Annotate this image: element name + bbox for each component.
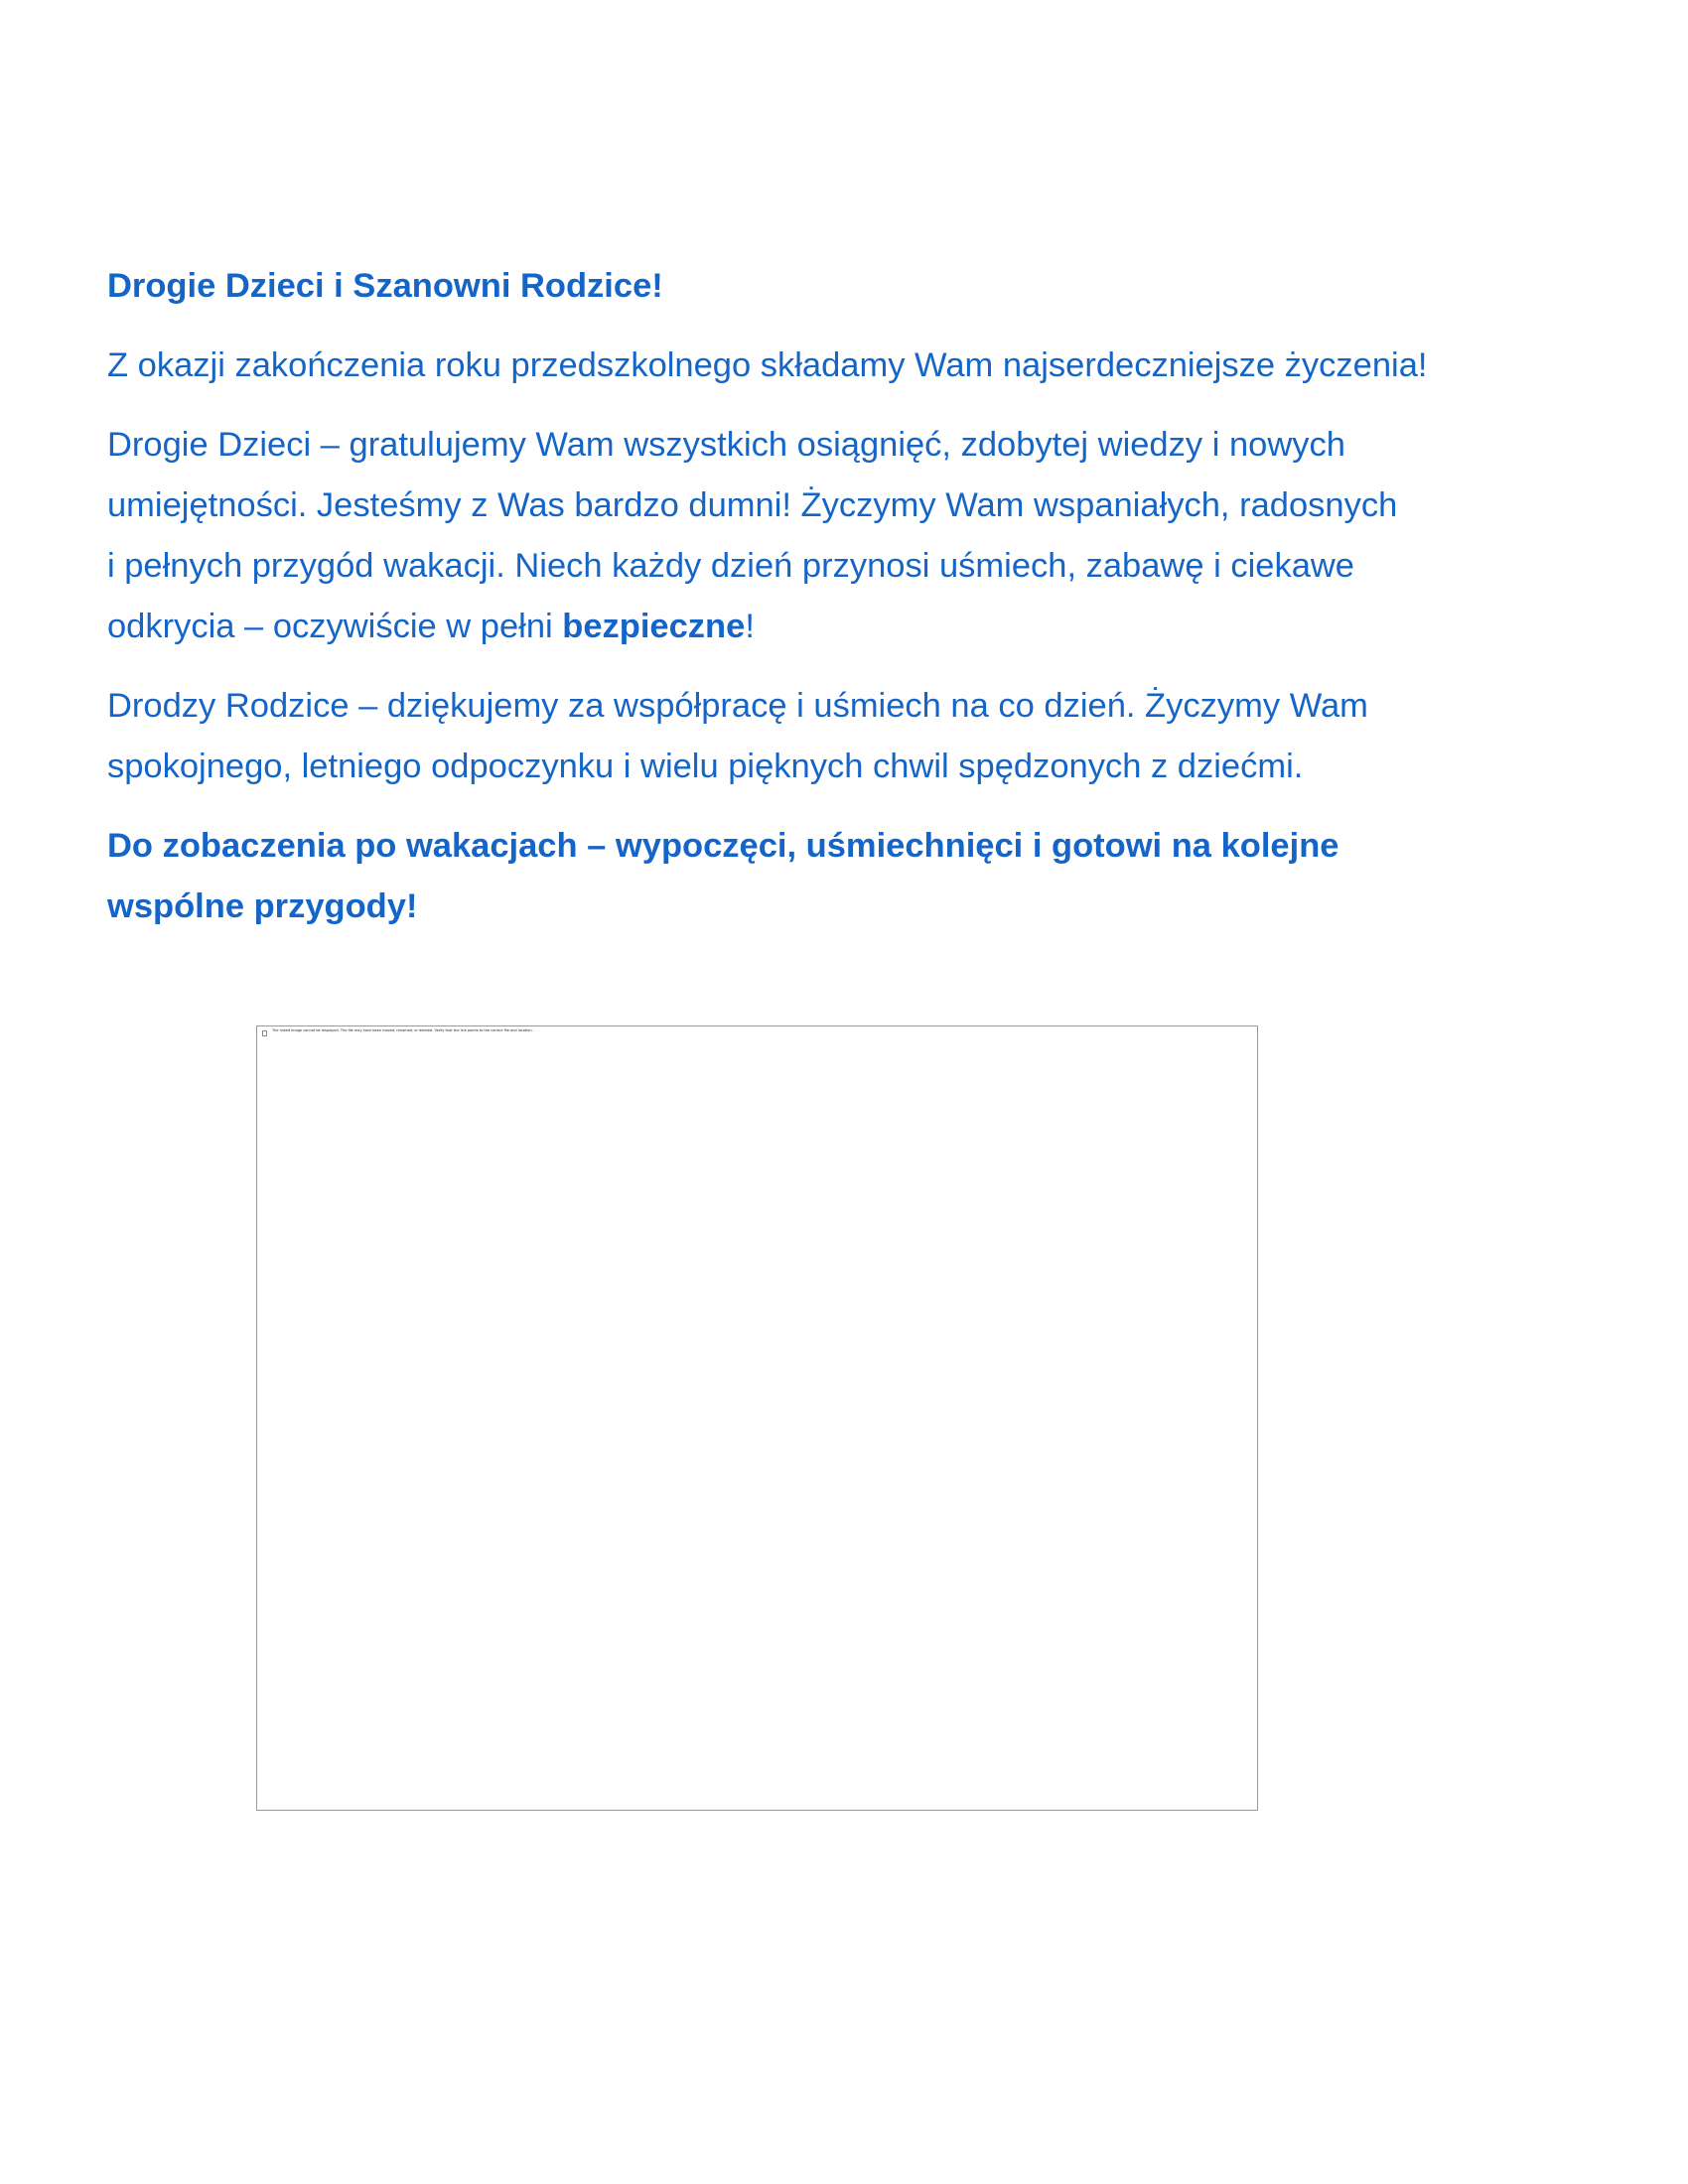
closing-statement xyxy=(107,816,1577,937)
closing-line: wspólne przygody! xyxy=(107,887,418,925)
paragraph-children-line xyxy=(107,597,1577,657)
emphasis-safe: bezpieczne xyxy=(562,608,746,645)
paragraph-children-line: i pełnych przygód wakacji. Niech każdy dzień przynosi uśmiech, zabawę i ciekawe xyxy=(107,547,1354,585)
paragraph-wishes: Z okazji zakończenia roku przedszkolnego składamy Wam najserdeczniejsze życzenia! xyxy=(107,346,1428,384)
paragraph-children-text: odkrycia – oczywiście w pełni xyxy=(107,608,563,645)
paragraph-parents-line: Drodzy Rodzice – dziękujemy za współpracę i uśmiech na co dzień. Życzymy Wam xyxy=(107,687,1368,725)
broken-image-message: The linked image cannot be displayed. The file may have been moved, renamed, or deleted. Verify that the link points to the correct file and location. xyxy=(272,1028,533,1032)
paragraph-parents-line: spokojnego, letniego odpoczynku i wielu pięknych chwil spędzonych z dziećmi. xyxy=(107,748,1304,785)
paragraph-children xyxy=(107,415,1577,657)
letter-body xyxy=(107,256,1577,956)
paragraph-parents xyxy=(107,676,1577,797)
paragraph-children-line: Drogie Dzieci – gratulujemy Wam wszystkich osiągnięć, zdobytej wiedzy i nowych xyxy=(107,426,1345,464)
paragraph-children-text: ! xyxy=(745,608,755,645)
greeting-heading: Drogie Dzieci i Szanowni Rodzice! xyxy=(107,267,663,305)
broken-image-icon xyxy=(262,1030,267,1036)
broken-image-placeholder xyxy=(256,1025,1258,1811)
closing-line: Do zobaczenia po wakacjach – wypoczęci, uśmiechnięci i gotowi na kolejne xyxy=(107,827,1339,865)
paragraph-children-line: umiejętności. Jesteśmy z Was bardzo dumni! Życzymy Wam wspaniałych, radosnych xyxy=(107,486,1398,524)
